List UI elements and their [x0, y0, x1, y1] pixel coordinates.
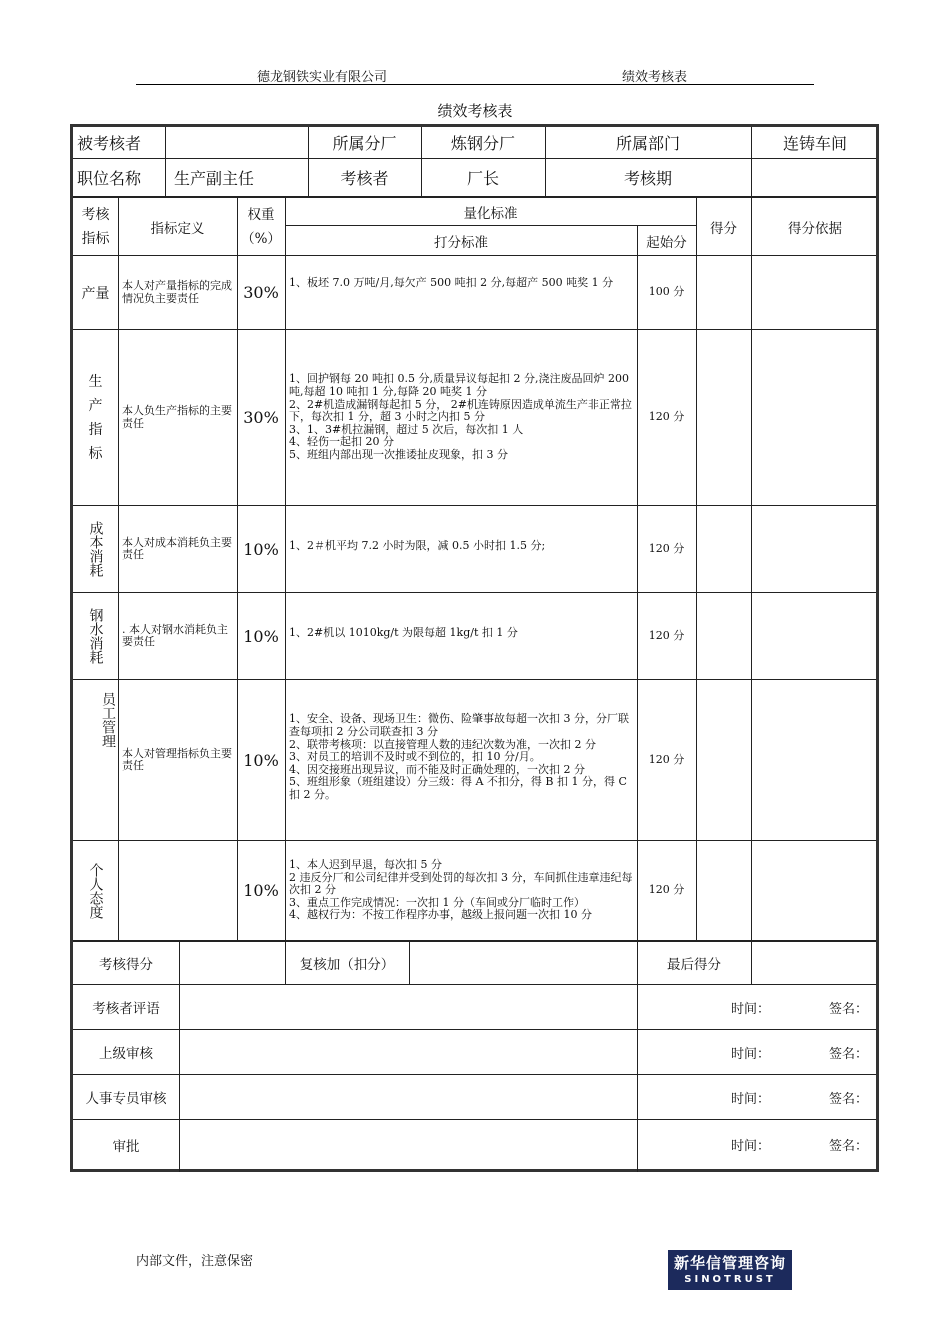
start-score: 120 分 [648, 883, 685, 897]
indicator-definition: 本人对产量指标的完成情况负主要责任 [122, 279, 232, 305]
page-title: 绩效考核表 [437, 102, 513, 120]
score-cell[interactable] [696, 593, 751, 679]
indicator-weight: 30% [243, 408, 279, 427]
scoring-criteria: 1、安全、设备、现场卫生：微伤、险肇事故每超一次扣 3 分，分厂联查每项扣 2 分公司联查扣 3 分 2、联带考核项：以直接管理人数的违纪次数为准，一次扣 2 分 3、对员工的培训不及时或不到位的，扣 10 分/月。 4、因交接班出现异议，而不能及时正确处理的，一次扣 2 分 5、班组形象（班组建设）分三级：得 A 不扣分，得 B 扣 1 分，得 C 扣 2 分。 [289, 712, 629, 801]
start-score: 120 分 [648, 410, 685, 424]
indicator-name: 员工管理 [100, 692, 116, 748]
signoff-label: 人事专员审核 [85, 1091, 167, 1107]
col-quant-standard: 量化标准 [463, 206, 518, 222]
col-start-score: 起始分 [646, 234, 687, 251]
signoff-comment-field[interactable] [180, 1120, 637, 1169]
final-score-label: 最后得分 [667, 957, 721, 973]
start-score: 100 分 [648, 285, 685, 299]
examinee-label: 被考核者 [77, 134, 142, 153]
branch-value: 炼钢分厂 [450, 134, 515, 153]
indicator-definition: . 本人对钢水消耗负主要责任 [122, 622, 228, 648]
signoff-time-label: 时间： [731, 1046, 771, 1062]
col-scoring: 打分标准 [434, 234, 488, 251]
signoff-sign-label: 签名： [829, 1139, 869, 1154]
period-label: 考核期 [623, 169, 672, 188]
col-indicator [73, 199, 118, 255]
review-adjust-field[interactable] [410, 942, 637, 984]
indicator-weight: 30% [243, 283, 279, 302]
indicator-definition [122, 841, 236, 940]
score-basis-cell[interactable] [751, 680, 879, 840]
indicator-definition: 本人负生产指标的主要责任 [122, 404, 232, 430]
signoff-time-label: 时间： [731, 1001, 771, 1017]
dept-value: 连铸车间 [782, 134, 847, 153]
branch-label: 所属分厂 [332, 134, 397, 153]
appraisal-form [70, 124, 879, 1172]
signoff-comment-field[interactable] [180, 985, 637, 1029]
score-cell[interactable] [696, 841, 751, 940]
scoring-criteria: 1、板坯 7.0 万吨/月,每欠产 500 吨扣 2 分,每超产 500 吨奖 1 分 [289, 276, 614, 289]
signoff-sign-label: 签名： [829, 1001, 869, 1017]
score-basis-cell[interactable] [751, 256, 879, 329]
indicator-weight: 10% [243, 539, 279, 559]
review-adjust-label: 复核加（扣分） [299, 957, 395, 973]
signoff-sign-label: 签名： [829, 1046, 869, 1062]
indicator-name: 成本消耗 [87, 521, 104, 577]
confidential-note: 内部文件，注意保密 [136, 1254, 254, 1269]
score-basis-cell[interactable] [751, 330, 879, 505]
signoff-time-label: 时间： [731, 1139, 771, 1154]
period-field[interactable] [751, 159, 879, 196]
indicator-definition: 本人对管理指标负主要责任 [122, 746, 232, 772]
signoff-label: 考核者评语 [92, 1001, 160, 1017]
signoff-comment-field[interactable] [180, 1075, 637, 1119]
score-basis-cell[interactable] [751, 506, 879, 592]
position-value: 生产副主任 [174, 169, 255, 188]
score-cell[interactable] [696, 256, 751, 329]
header-rule [136, 84, 814, 85]
total-score-label: 考核得分 [99, 957, 153, 973]
start-score: 120 分 [648, 752, 685, 766]
col-score: 得分 [710, 221, 737, 237]
logo-chinese-text: 新华信管理咨询 [673, 1254, 786, 1272]
indicator-name: 个人态度 [87, 862, 104, 919]
score-cell[interactable] [696, 330, 751, 505]
examinee-field[interactable] [171, 127, 308, 158]
dept-label: 所属部门 [615, 134, 680, 153]
score-basis-cell[interactable] [751, 593, 879, 679]
signoff-time-label: 时间： [731, 1091, 771, 1107]
sinotrust-logo [668, 1250, 792, 1290]
signoff-label: 上级审核 [99, 1046, 153, 1062]
indicator-weight: 10% [243, 881, 279, 900]
col-weight-line1: 权重 [247, 207, 275, 223]
indicator-name: 钢水消耗 [87, 608, 104, 664]
start-score: 120 分 [648, 628, 685, 642]
scoring-criteria: 1、2#机以 1010kg/t 为限每超 1kg/t 扣 1 分 [289, 625, 518, 639]
col-weight [237, 199, 285, 255]
col-definition: 指标定义 [150, 221, 205, 237]
col-indicator-line2: 指标 [81, 231, 110, 247]
signoff-label: 审批 [112, 1138, 140, 1155]
scoring-criteria: 1、2＃机平均 7.2 小时为限，减 0.5 小时扣 1.5 分; [289, 538, 546, 552]
final-score-field[interactable] [752, 942, 879, 984]
score-cell[interactable] [696, 680, 751, 840]
document-name: 绩效考核表 [622, 70, 688, 85]
indicator-weight: 10% [243, 750, 279, 770]
scoring-criteria: 1、回护钢每 20 吨扣 0.5 分,质量异议每起扣 2 分,浇注废品回炉 200 吨,每超 10 吨扣 1 分,每降 20 吨奖 1 分 2、2#机造成漏钢每起扣 5 分， 2#机连铸原因造成单流生产非正常拉下，每次扣 1 分，超 3 小时之内扣 5 分 3、1、3#机拉漏钢，超过 5 次后，每次扣 1 人 4、轻伤一起扣 20 分 5、班组内部出现一次推诿扯皮现象，扣 3 分 [289, 372, 632, 461]
col-indicator-line1: 考核 [81, 207, 110, 223]
start-score: 120 分 [648, 541, 685, 555]
logo-english-text: SINOTRUST [684, 1274, 776, 1285]
indicator-name: 生产指标 [88, 373, 103, 462]
indicator-weight: 10% [243, 626, 279, 646]
score-cell[interactable] [696, 506, 751, 592]
examiner-value: 厂长 [466, 169, 499, 188]
total-score-field[interactable] [180, 942, 285, 984]
indicator-name: 产量 [81, 285, 110, 302]
indicator-definition: 本人对成本消耗负主要责任 [122, 535, 232, 561]
signoff-comment-field[interactable] [180, 1030, 637, 1074]
scoring-criteria: 1、本人迟到早退，每次扣 5 分 2 违反分厂和公司纪律并受到处罚的每次扣 3 分，车间抓住违章违纪每次扣 2 分 3、重点工作完成情况：一次扣 1 分（车间或分厂临时工作） 4、越权行为：不按工作程序办事，越级上报问题一次扣 10 分 [289, 858, 633, 922]
examiner-label: 考核者 [340, 169, 389, 188]
score-basis-cell[interactable] [751, 841, 879, 940]
col-basis: 得分依据 [788, 221, 842, 237]
signoff-sign-label: 签名： [829, 1091, 869, 1107]
col-weight-line2: （%） [241, 231, 281, 247]
position-label: 职位名称 [77, 169, 142, 188]
company-name: 德龙钢铁实业有限公司 [257, 70, 388, 85]
